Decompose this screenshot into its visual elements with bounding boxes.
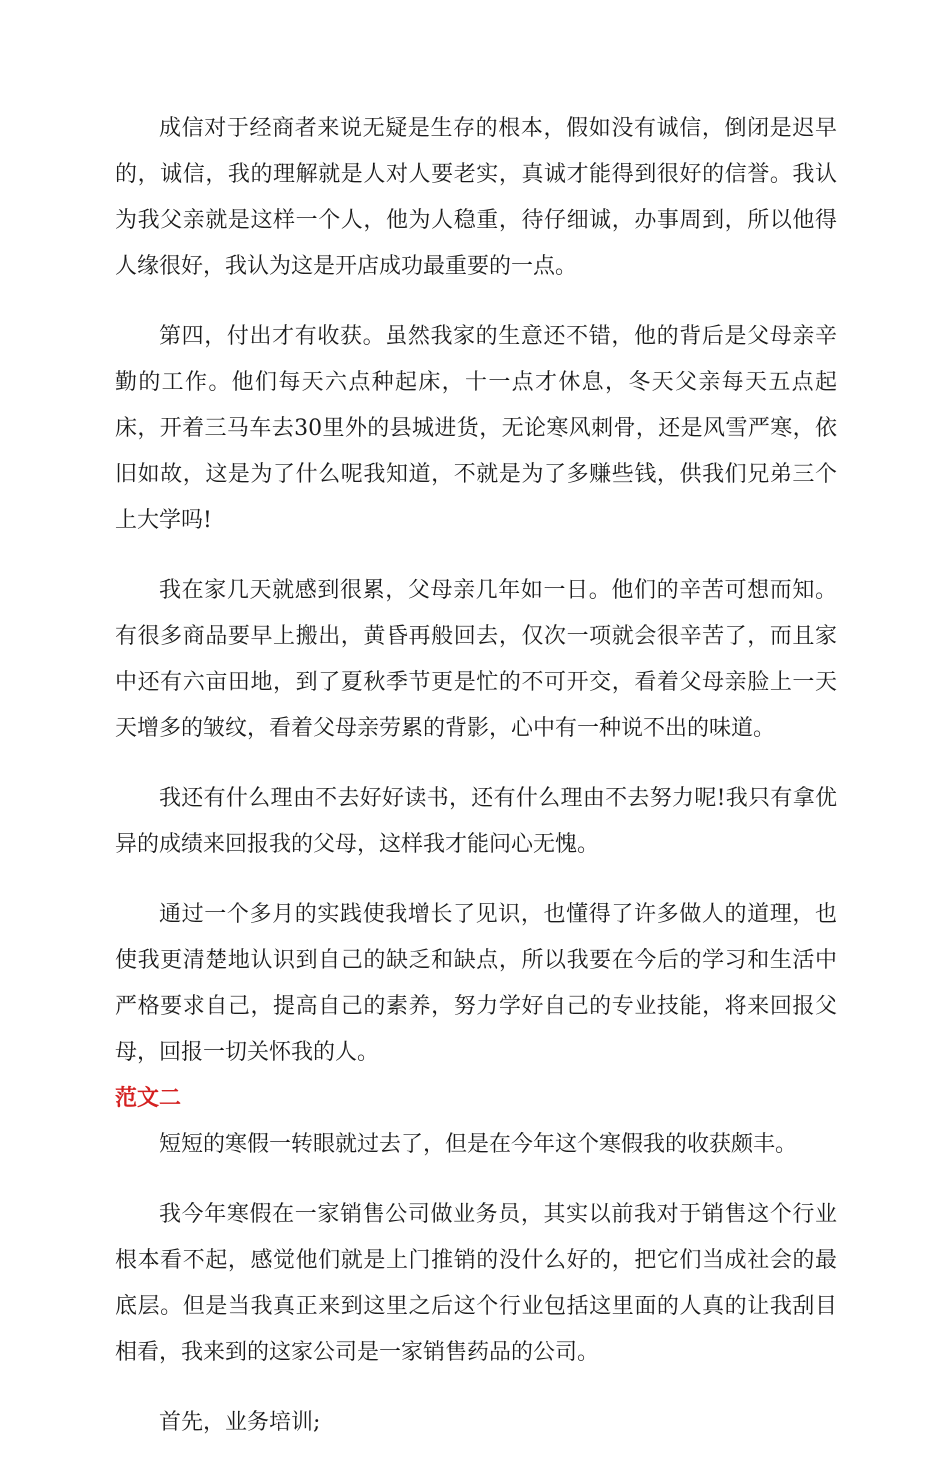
paragraph-effort: 第四，付出才有收获。虽然我家的生意还不错，他的背后是父母亲辛勤的工作。他们每天六点种起床，十一点才休息，冬天父亲每天五点起床，开着三马车去30里外的县城进货，无论寒风刺骨，还是风雪严寒，依旧如故，这是为了什么呢我知道，不就是为了多赚些钱，供我们兄弟三个上大学吗! bbox=[115, 324, 837, 533]
paragraph-study-hard: 我还有什么理由不去好好读书，还有什么理由不去努力呢!我只有拿优异的成绩来回报我的父母，这样我才能问心无愧。 bbox=[115, 786, 837, 857]
paragraph-practice-summary: 通过一个多月的实践使我增长了见识，也懂得了许多做人的道理，也使我更清楚地认识到自己的缺乏和缺点，所以我要在今后的学习和生活中严格要求自己，提高自己的素养，努力学好自己的专业技能，将来回报父母，回报一切关怀我的人。 bbox=[115, 902, 837, 1065]
paragraph-sales-job: 我今年寒假在一家销售公司做业务员，其实以前我对于销售这个行业根本看不起，感觉他们就是上门推销的没什么好的，把它们当成社会的最底层。但是当我真正来到这里之后这个行业包括这里面的人真的让我刮目相看，我来到的这家公司是一家销售药品的公司。 bbox=[115, 1202, 837, 1365]
paragraph-training: 首先，业务培训; bbox=[159, 1410, 321, 1435]
document-body bbox=[115, 106, 837, 1470]
section-heading-sample-two: 范文二 bbox=[115, 1086, 182, 1111]
paragraph-winter-break: 短短的寒假一转眼就过去了，但是在今年这个寒假我的收获颇丰。 bbox=[159, 1132, 798, 1157]
paragraph-tired: 我在家几天就感到很累，父母亲几年如一日。他们的辛苦可想而知。有很多商品要早上搬出，黄昏再般回去，仅次一项就会很辛苦了，而且家中还有六亩田地，到了夏秋季节更是忙的不可开交，看着父母亲脸上一天天增多的皱纹，看着父母亲劳累的背影，心中有一种说不出的味道。 bbox=[115, 578, 837, 741]
paragraph-integrity: 成信对于经商者来说无疑是生存的根本，假如没有诚信，倒闭是迟早的，诚信，我的理解就是人对人要老实，真诚才能得到很好的信誉。我认为我父亲就是这样一个人，他为人稳重，待仔细诚，办事周到，所以他得人缘很好，我认为这是开店成功最重要的一点。 bbox=[115, 116, 837, 279]
